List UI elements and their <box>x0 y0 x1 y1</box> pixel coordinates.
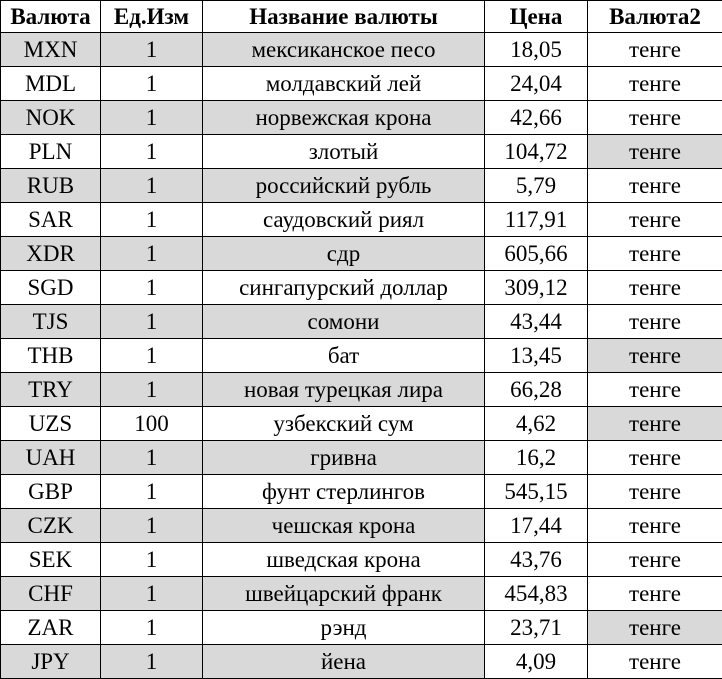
cell-price: 43,44 <box>485 305 588 339</box>
cell-currency-code: JPY <box>1 645 101 679</box>
cell-currency2: тенге <box>588 271 722 305</box>
cell-currency2: тенге <box>588 441 722 475</box>
cell-unit: 1 <box>101 441 203 475</box>
cell-unit: 1 <box>101 475 203 509</box>
cell-currency-code: MXN <box>1 33 101 67</box>
header-currency: Валюта <box>1 1 101 33</box>
cell-currency2: тенге <box>588 135 722 169</box>
cell-currency-name: узбекский сум <box>203 407 485 441</box>
cell-currency-name: молдавский лей <box>203 67 485 101</box>
header-currency-name: Название валюты <box>203 1 485 33</box>
cell-currency2: тенге <box>588 101 722 135</box>
cell-price: 454,83 <box>485 577 588 611</box>
cell-currency2: тенге <box>588 645 722 679</box>
cell-price: 104,72 <box>485 135 588 169</box>
cell-currency2: тенге <box>588 339 722 373</box>
header-unit: Ед.Изм <box>101 1 203 33</box>
cell-currency-name: сингапурский доллар <box>203 271 485 305</box>
table-row <box>1 271 722 305</box>
table-header <box>1 1 722 33</box>
cell-unit: 1 <box>101 203 203 237</box>
cell-unit: 1 <box>101 33 203 67</box>
cell-unit: 1 <box>101 339 203 373</box>
cell-currency-name: сомони <box>203 305 485 339</box>
cell-currency2: тенге <box>588 611 722 645</box>
cell-currency-name: саудовский риял <box>203 203 485 237</box>
cell-currency-code: CZK <box>1 509 101 543</box>
table-row <box>1 543 722 577</box>
cell-currency-code: RUB <box>1 169 101 203</box>
cell-currency-name: чешская крона <box>203 509 485 543</box>
cell-currency-name: гривна <box>203 441 485 475</box>
cell-price: 5,79 <box>485 169 588 203</box>
header-price: Цена <box>485 1 588 33</box>
cell-currency-code: THB <box>1 339 101 373</box>
cell-unit: 100 <box>101 407 203 441</box>
cell-unit: 1 <box>101 305 203 339</box>
cell-currency-name: норвежская крона <box>203 101 485 135</box>
cell-currency-code: PLN <box>1 135 101 169</box>
cell-currency-name: бат <box>203 339 485 373</box>
cell-price: 605,66 <box>485 237 588 271</box>
table-row <box>1 237 722 271</box>
table-row <box>1 101 722 135</box>
cell-price: 117,91 <box>485 203 588 237</box>
cell-currency-name: швейцарский франк <box>203 577 485 611</box>
cell-unit: 1 <box>101 135 203 169</box>
cell-currency-code: TRY <box>1 373 101 407</box>
cell-price: 66,28 <box>485 373 588 407</box>
cell-currency-code: CHF <box>1 577 101 611</box>
cell-price: 24,04 <box>485 67 588 101</box>
table-row <box>1 169 722 203</box>
cell-unit: 1 <box>101 509 203 543</box>
cell-currency2: тенге <box>588 509 722 543</box>
cell-currency-name: российский рубль <box>203 169 485 203</box>
cell-currency-code: SGD <box>1 271 101 305</box>
cell-price: 545,15 <box>485 475 588 509</box>
cell-currency-name: йена <box>203 645 485 679</box>
header-currency2: Валюта2 <box>588 1 722 33</box>
cell-currency2: тенге <box>588 33 722 67</box>
table-row <box>1 407 722 441</box>
cell-currency-code: MDL <box>1 67 101 101</box>
cell-currency2: тенге <box>588 237 722 271</box>
cell-currency-code: ZAR <box>1 611 101 645</box>
cell-currency2: тенге <box>588 407 722 441</box>
cell-price: 4,09 <box>485 645 588 679</box>
cell-currency-code: SAR <box>1 203 101 237</box>
cell-unit: 1 <box>101 543 203 577</box>
cell-price: 23,71 <box>485 611 588 645</box>
table-row <box>1 203 722 237</box>
table-row <box>1 577 722 611</box>
cell-currency-name: фунт стерлингов <box>203 475 485 509</box>
cell-currency-code: UZS <box>1 407 101 441</box>
cell-price: 42,66 <box>485 101 588 135</box>
cell-unit: 1 <box>101 169 203 203</box>
table-row <box>1 339 722 373</box>
cell-currency-code: XDR <box>1 237 101 271</box>
table-row <box>1 373 722 407</box>
cell-currency2: тенге <box>588 373 722 407</box>
cell-unit: 1 <box>101 101 203 135</box>
table-row <box>1 475 722 509</box>
table-row <box>1 305 722 339</box>
cell-currency-code: NOK <box>1 101 101 135</box>
cell-price: 18,05 <box>485 33 588 67</box>
cell-currency2: тенге <box>588 475 722 509</box>
cell-currency2: тенге <box>588 67 722 101</box>
table-row <box>1 611 722 645</box>
table-row <box>1 67 722 101</box>
cell-unit: 1 <box>101 67 203 101</box>
cell-currency2: тенге <box>588 203 722 237</box>
cell-currency-name: шведская крона <box>203 543 485 577</box>
cell-currency-code: TJS <box>1 305 101 339</box>
cell-unit: 1 <box>101 237 203 271</box>
cell-currency-name: сдр <box>203 237 485 271</box>
cell-unit: 1 <box>101 645 203 679</box>
table-row <box>1 33 722 67</box>
header-row <box>1 1 722 33</box>
table-body <box>1 33 722 679</box>
cell-unit: 1 <box>101 373 203 407</box>
cell-unit: 1 <box>101 611 203 645</box>
cell-price: 13,45 <box>485 339 588 373</box>
table-row <box>1 135 722 169</box>
cell-currency-code: UAH <box>1 441 101 475</box>
table-row <box>1 441 722 475</box>
cell-currency2: тенге <box>588 305 722 339</box>
cell-price: 43,76 <box>485 543 588 577</box>
cell-currency-name: рэнд <box>203 611 485 645</box>
cell-unit: 1 <box>101 271 203 305</box>
cell-unit: 1 <box>101 577 203 611</box>
table-row <box>1 509 722 543</box>
cell-currency2: тенге <box>588 169 722 203</box>
cell-price: 4,62 <box>485 407 588 441</box>
cell-currency-code: GBP <box>1 475 101 509</box>
cell-currency-code: SEK <box>1 543 101 577</box>
table-row <box>1 645 722 679</box>
cell-currency-name: новая турецкая лира <box>203 373 485 407</box>
cell-price: 17,44 <box>485 509 588 543</box>
cell-price: 309,12 <box>485 271 588 305</box>
cell-currency2: тенге <box>588 577 722 611</box>
cell-price: 16,2 <box>485 441 588 475</box>
cell-currency2: тенге <box>588 543 722 577</box>
cell-currency-name: мексиканское песо <box>203 33 485 67</box>
cell-currency-name: злотый <box>203 135 485 169</box>
